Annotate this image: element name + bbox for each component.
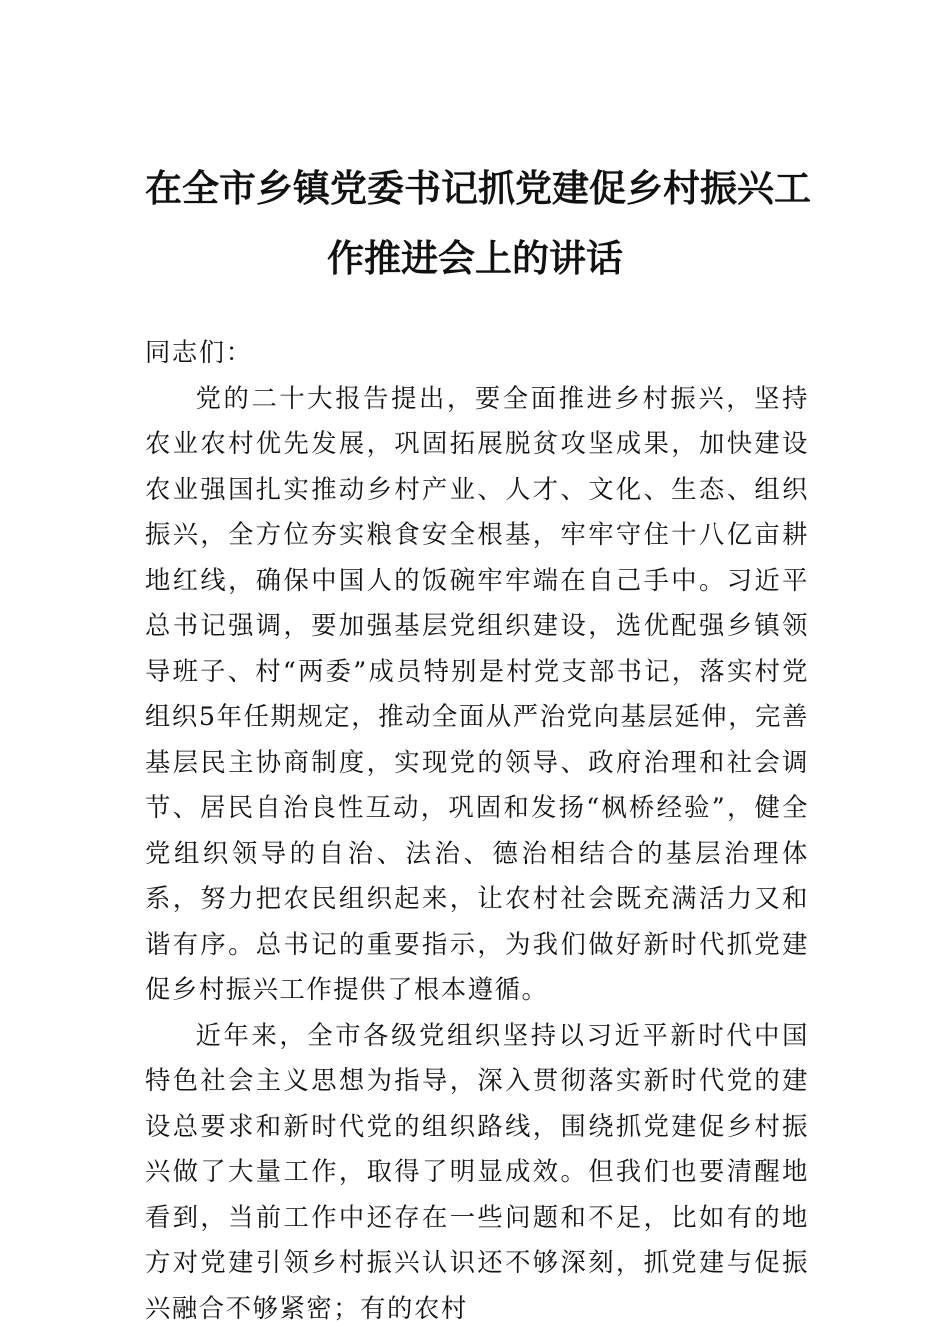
salutation: 同志们：	[145, 338, 253, 367]
document-title	[145, 153, 811, 293]
title-line-1: 在全市乡镇党委书记抓党建促乡村振兴工	[145, 166, 811, 210]
paragraph-2: 近年来，全市各级党组织坚持以习近平新时代中国特色社会主义思想为指导，深入贯彻落实新时代党的建设总要求和新时代党的组织路线，围绕抓党建促乡村振兴做了大量工作，取得了明显成效。但我们也要清醒地看到，当前工作中还存在一些问题和不足，比如有的地方对党建引领乡村振兴认识还不够深刻，抓党建与促振兴融合不够紧密；有的农村	[145, 1020, 809, 1323]
paragraph-1: 党的二十大报告提出，要全面推进乡村振兴，坚持农业农村优先发展，巩固拓展脱贫攻坚成果，加快建设农业强国扎实推动乡村产业、人才、文化、生态、组织振兴，全方位夯实粮食安全根基，牢牢守住十八亿亩耕地红线，确保中国人的饭碗牢牢端在自己手中。习近平总书记强调，要加强基层党组织建设，选优配强乡镇领导班子、村“两委”成员特别是村党支部书记，落实村党组织5年任期规定，推动全面从严治党向基层延伸，完善基层民主协商制度，实现党的领导、政府治理和社会调节、居民自治良性互动，巩固和发扬“枫桥经验”，健全党组织领导的自治、法治、德治相结合的基层治理体系，努力把农民组织起来，让农村社会既充满活力又和谐有序。总书记的重要指示，为我们做好新时代抓党建促乡村振兴工作提供了根本遵循。	[145, 383, 809, 1004]
document-body	[145, 330, 809, 1331]
title-line-2: 作推进会上的讲话	[327, 236, 623, 280]
